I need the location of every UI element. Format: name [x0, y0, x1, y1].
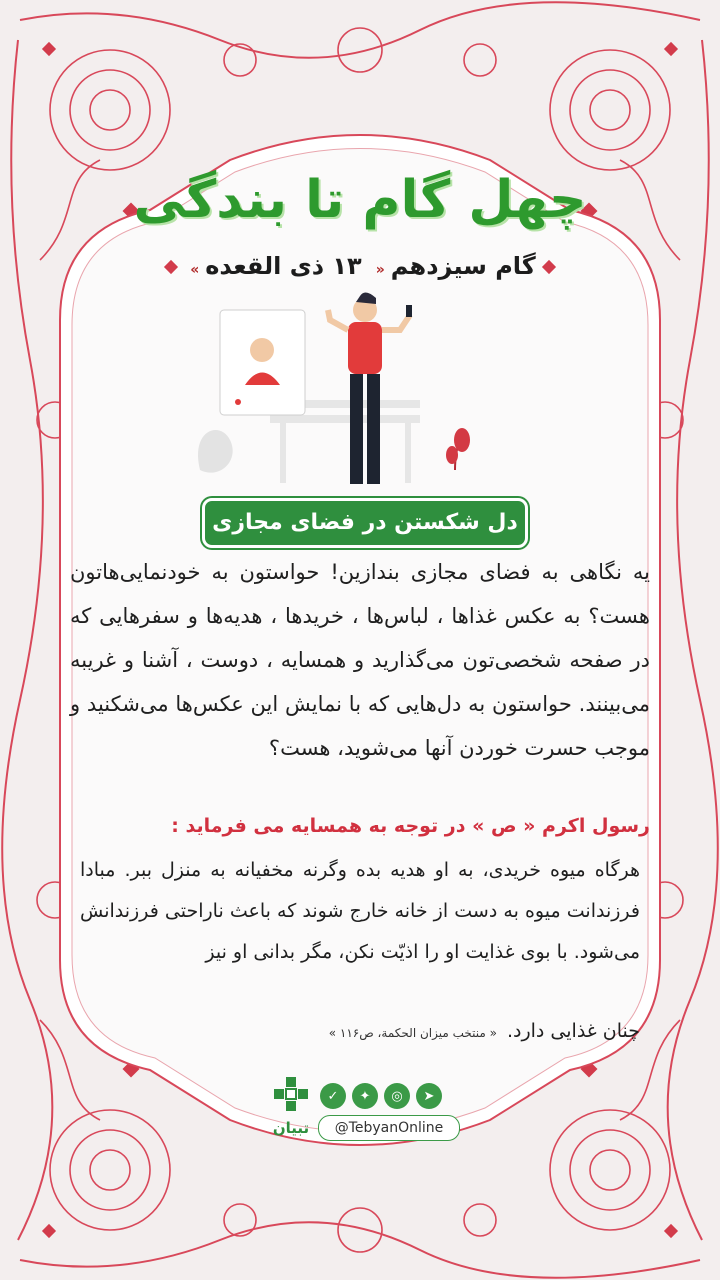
hadith-text: هرگاه میوه خریدی، به او هدیه بده وگرنه مخفیانه به منزل ببر. مبادا فرزندانت میوه به دست از خانه خارج شوند که باعث ناراحتی فرزندانش می‌شود. با بوی غذایت او را اذیّت نکن، مگر بدانی او نیز [80, 859, 640, 963]
section-ribbon: دل شکستن در فضای مجازی [202, 498, 528, 548]
telegram-icon[interactable]: ➤ [416, 1083, 442, 1109]
diamond-ornament-icon [164, 260, 178, 274]
social-icons [320, 1083, 442, 1109]
body-paragraph: یه نگاهی به فضای مجازی بندازین! حواستون به خودنمایی‌هاتون هست؟ به عکس غذاها ، لباس‌ها ، خریدها ، هدیه‌ها و سفرهایی که در صفحه شخصی‌تون می‌گذارید و همسایه ، دوست ، آشنا و غریبه می‌بینند. حواستون به دل‌هایی که با نمایش این عکس‌ها می‌شکنید و موجب حسرت خوردن آنها می‌شوید، هست؟ [70, 560, 650, 760]
page-title: چهل گام تا بندگی [133, 170, 587, 230]
verified-icon[interactable]: ✓ [320, 1083, 346, 1109]
social-handle[interactable]: @TebyanOnline [318, 1115, 460, 1141]
quote-close: » [190, 262, 200, 278]
twitter-icon[interactable]: ✦ [352, 1083, 378, 1109]
date-label: ۱۳ ذی القعده [205, 252, 362, 280]
diamond-ornament-icon [542, 260, 556, 274]
hadith-last-line: چنان غذایی دارد. [506, 1020, 640, 1042]
hadith-ending [80, 1020, 640, 1042]
instagram-icon[interactable]: ◎ [384, 1083, 410, 1109]
step-subtitle [0, 252, 720, 280]
social-media-illustration [190, 290, 520, 490]
tebyan-logo [270, 1075, 312, 1117]
step-label: گام سیزدهم [390, 252, 536, 280]
quote-open: « [375, 262, 385, 278]
logo-text: تبیان [272, 1119, 310, 1137]
hadith-source: « منتخب میزان الحکمة، ص۱۱۶ » [328, 1026, 497, 1040]
footer [250, 1075, 490, 1145]
hadith-title: رسول اکرم « ص » در توجه به همسایه می فرماید : [171, 815, 650, 837]
